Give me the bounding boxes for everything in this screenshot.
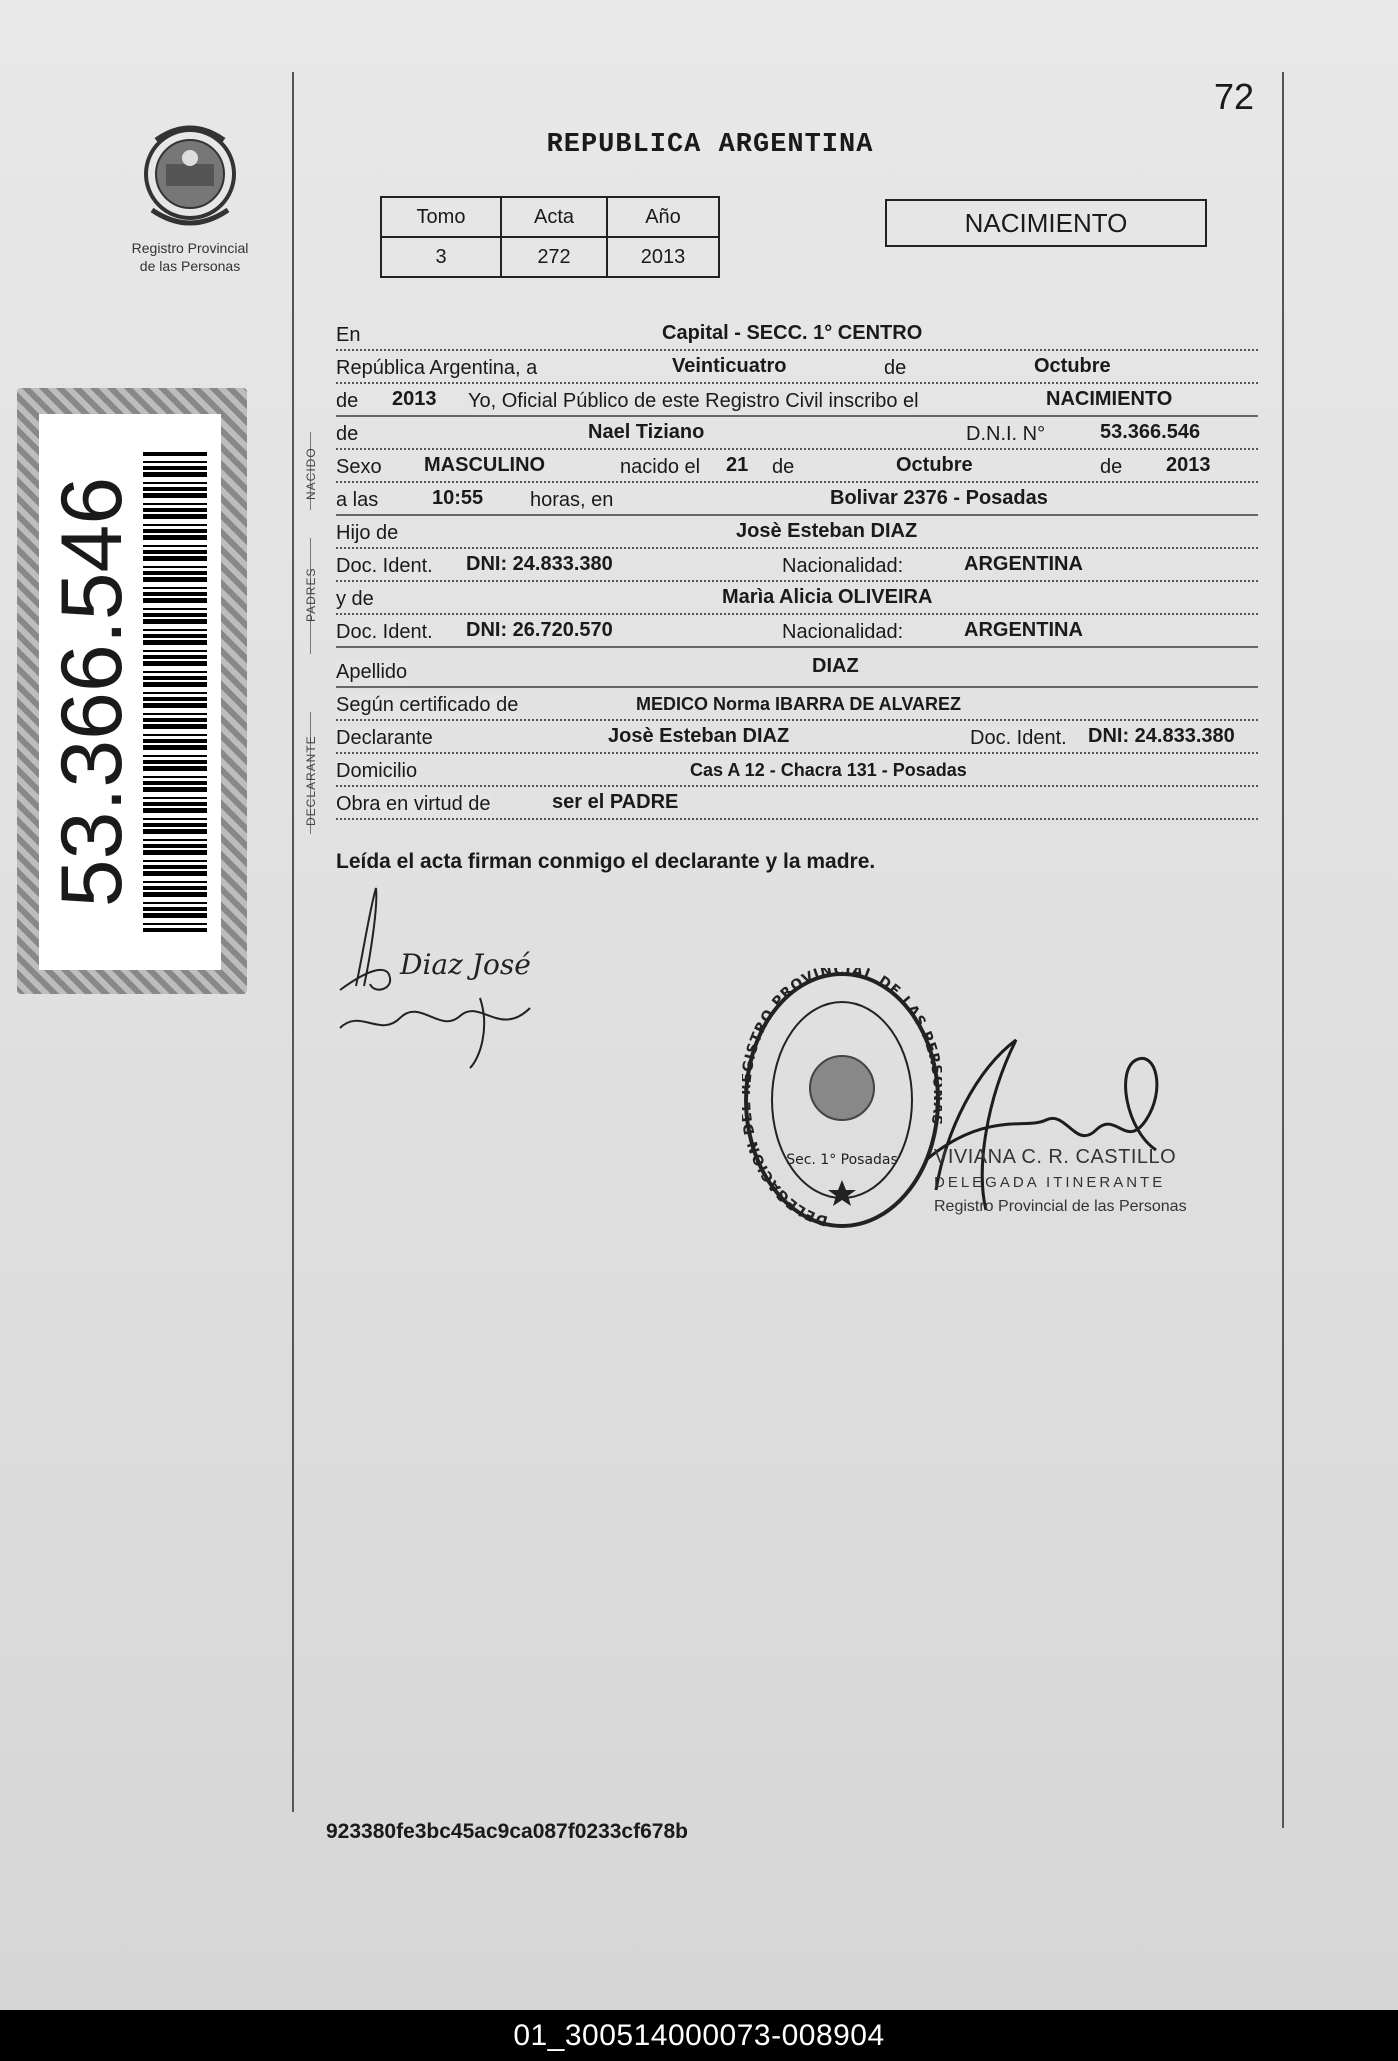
logo-caption-1: Registro Provincial (131, 240, 249, 256)
line-nacido-nombre (336, 417, 1258, 450)
seal-inner-text: Sec. 1° Posadas (786, 1152, 898, 1168)
value-tomo: 3 (381, 237, 501, 277)
read-statement: Leída el acta firman conmigo el declarante y la madre. (336, 850, 876, 873)
logo-caption-2: de las Personas (139, 258, 241, 274)
value-mother-name: Marìa Alicia OLIVEIRA (722, 586, 933, 608)
value-father-nat: ARGENTINA (964, 553, 1083, 575)
line-y-de (336, 582, 1258, 615)
record-type-box: NACIMIENTO (885, 199, 1207, 247)
section-label-declarante: DECLARANTE (304, 735, 318, 826)
label-republica: República Argentina, a (336, 357, 537, 382)
right-margin-line (1282, 72, 1284, 1828)
declarant-signatures (330, 878, 590, 1078)
label-horas-en: horas, en (530, 489, 613, 514)
label-domicilio: Domicilio (336, 760, 417, 785)
officer-organization: Registro Provincial de las Personas (934, 1198, 1187, 1215)
line-declarante (336, 721, 1258, 754)
value-birth-time: 10:55 (432, 487, 484, 509)
line-obra (336, 787, 1258, 820)
handwritten-signature: Diaz José (400, 948, 531, 981)
record-table (380, 196, 720, 278)
label-de-2: de (772, 456, 794, 481)
value-reg-month: Octubre (1034, 355, 1111, 377)
section-label-padres: PADRES (304, 567, 318, 622)
line-father-doc (336, 549, 1258, 582)
value-child-name: Nael Tiziano (588, 421, 705, 443)
value-child-dni: 53.366.546 (1100, 421, 1201, 443)
line-hora (336, 483, 1258, 516)
line-certificado (336, 688, 1258, 721)
label-de-1: de (884, 357, 906, 382)
document-hash: 923380fe3bc45ac9ca087f0233cf678b (326, 1820, 688, 1843)
label-nacido-el: nacido el (620, 456, 700, 481)
value-decl-doc: DNI: 24.833.380 (1088, 725, 1235, 747)
seal-ring-text: DELEGACION D ISTRO PROVINCIAL DE LAS PER (742, 968, 942, 1229)
label-mother-doc: Doc. Ident. (336, 621, 433, 646)
label-yo-oficial: Yo, Oficial Público de este Registro Civil inscribo el (468, 390, 919, 415)
footer-id: 01_300514000073-008904 (513, 2018, 885, 2052)
registry-logo (130, 120, 250, 274)
value-birth-year: 2013 (1166, 454, 1211, 476)
left-margin-line (292, 72, 294, 1812)
value-reg-day: Veinticuatro (672, 355, 787, 377)
barcode-number: 53.366.546 (44, 476, 140, 908)
misiones-emblem-icon (138, 120, 242, 238)
value-mother-nat: ARGENTINA (964, 619, 1083, 641)
barcode-bars (143, 452, 207, 932)
value-event: NACIMIENTO (1046, 388, 1173, 410)
label-y-de: y de (336, 588, 374, 613)
header-tomo: Tomo (381, 197, 501, 237)
barcode-label (17, 388, 247, 994)
officer-role: DELEGADA ITINERANTE (934, 1174, 1166, 1191)
label-sexo: Sexo (336, 456, 382, 481)
value-father-doc: DNI: 24.833.380 (466, 553, 613, 575)
value-domicilio: Cas A 12 - Chacra 131 - Posadas (690, 760, 967, 780)
country-title: REPUBLICA ARGENTINA (546, 130, 874, 160)
label-father-nat: Nacionalidad: (782, 555, 903, 580)
line-sexo (336, 450, 1258, 483)
label-dni: D.N.I. N° (966, 423, 1045, 448)
value-reg-year: 2013 (392, 388, 437, 410)
value-sexo: MASCULINO (424, 454, 546, 476)
birth-record-form (336, 318, 1258, 820)
value-mother-doc: DNI: 26.720.570 (466, 619, 613, 641)
label-nacido-de: de (336, 423, 358, 448)
page-number: 72 (1214, 76, 1255, 117)
line-inscribo (336, 384, 1258, 417)
label-a-las: a las (336, 489, 378, 514)
value-birth-month: Octubre (896, 454, 973, 476)
label-decl-doc: Doc. Ident. (970, 727, 1067, 752)
label-hijo-de: Hijo de (336, 522, 398, 547)
header-acta: Acta (501, 197, 607, 237)
seal-emblem-icon (810, 1056, 874, 1120)
value-certificado: MEDICO Norma IBARRA DE ALVAREZ (636, 694, 962, 714)
label-mother-nat: Nacionalidad: (782, 621, 903, 646)
value-apellido: DIAZ (812, 655, 859, 677)
header-ano: Año (607, 197, 719, 237)
label-father-doc: Doc. Ident. (336, 555, 433, 580)
line-hijo-de (336, 516, 1258, 549)
label-de-3: de (1100, 456, 1122, 481)
line-domicilio (336, 754, 1258, 787)
label-apellido: Apellido (336, 661, 407, 686)
line-mother-doc (336, 615, 1258, 648)
label-obra: Obra en virtud de (336, 793, 491, 818)
label-declarante: Declarante (336, 727, 433, 752)
seal-star-icon (828, 1180, 856, 1206)
label-de-year: de (336, 390, 358, 415)
officer-name: VIVIANA C. R. CASTILLO (934, 1146, 1177, 1168)
line-apellido (336, 648, 1258, 688)
value-birth-day: 21 (726, 454, 749, 476)
value-declarante: Josè Esteban DIAZ (608, 725, 790, 747)
line-en (336, 318, 1258, 351)
value-obra: ser el PADRE (552, 791, 679, 813)
value-ano: 2013 (607, 237, 719, 277)
label-en: En (336, 324, 360, 349)
value-father-name: Josè Esteban DIAZ (736, 520, 918, 542)
value-birth-place: Bolivar 2376 - Posadas (830, 487, 1048, 509)
value-location: Capital - SECC. 1° CENTRO (662, 322, 923, 344)
footer-band (0, 2010, 1398, 2061)
label-certificado: Según certificado de (336, 694, 518, 719)
value-acta: 272 (501, 237, 607, 277)
line-fecha (336, 351, 1258, 384)
section-label-nacido: NACIDO (304, 447, 318, 500)
